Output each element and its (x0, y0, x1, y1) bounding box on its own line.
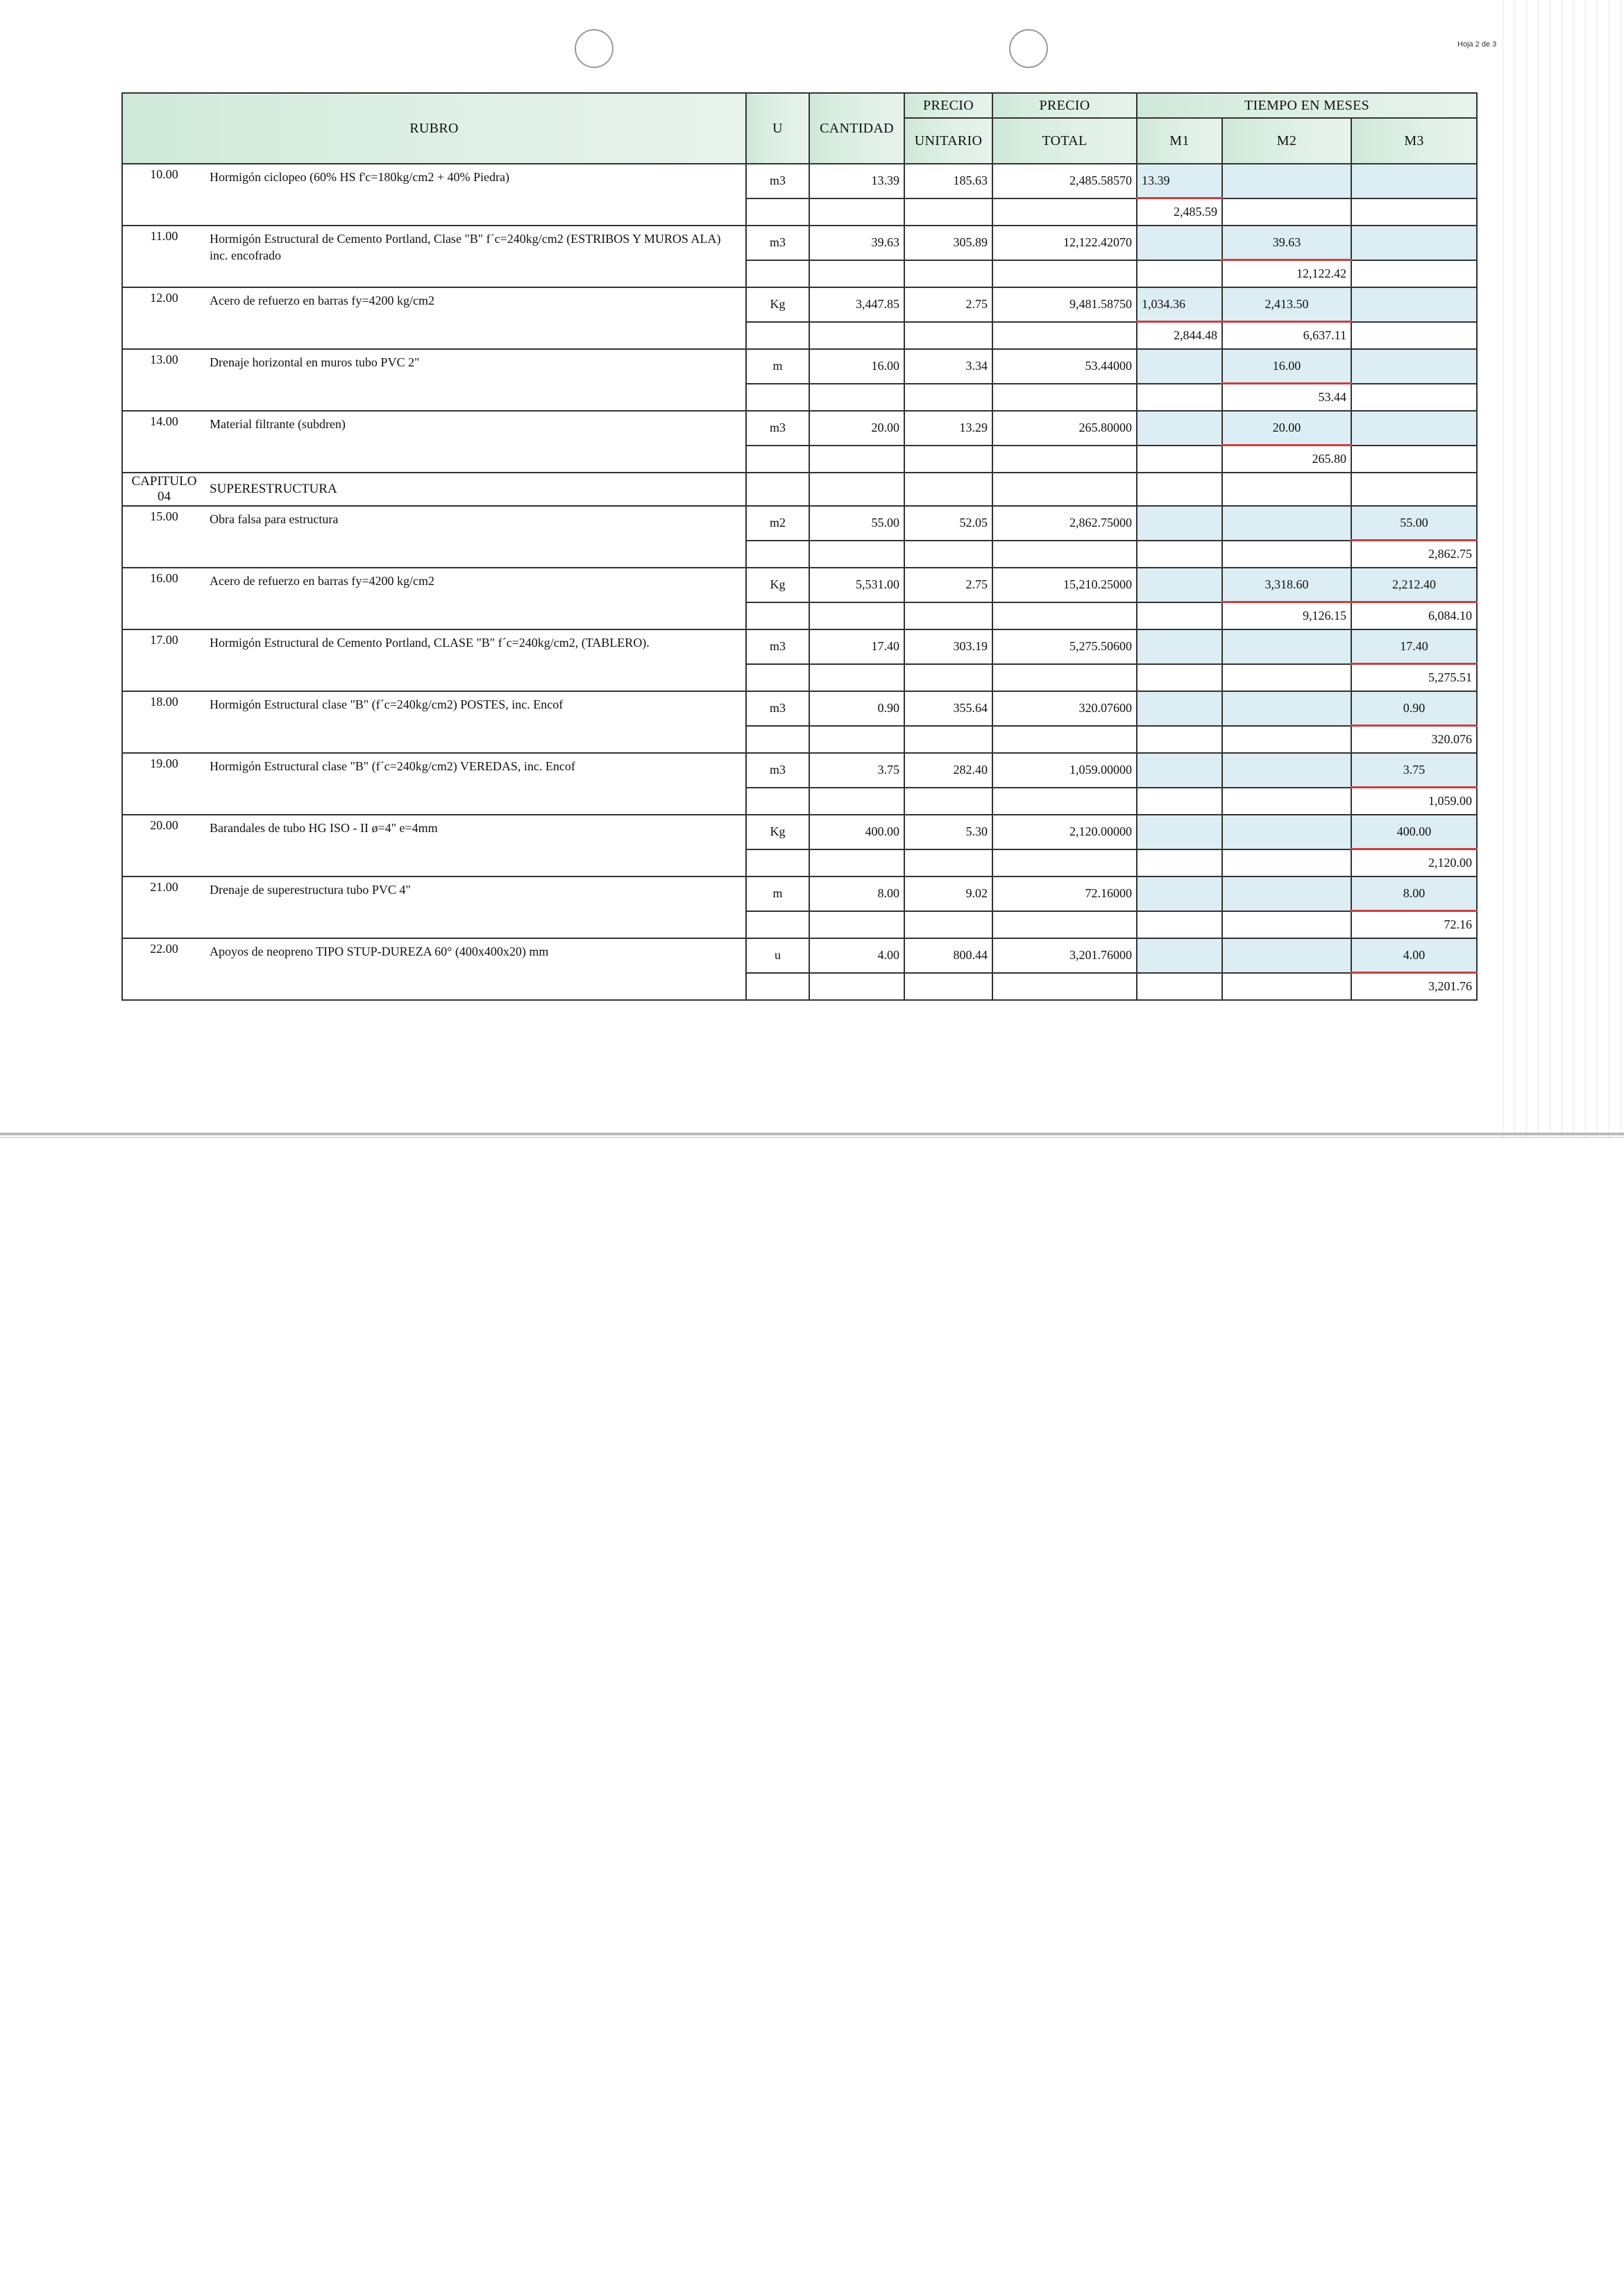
m1-quantity (1137, 411, 1222, 446)
table-row (122, 753, 1477, 788)
item-unit: m3 (746, 164, 809, 198)
m2-quantity (1222, 164, 1351, 198)
m1-quantity (1137, 349, 1222, 384)
cell-empty (904, 602, 992, 630)
item-total: 9,481.58750 (992, 287, 1137, 322)
table-row (122, 164, 1477, 198)
cell-empty (746, 384, 809, 412)
cell-empty (809, 726, 904, 754)
item-code: 22.00 (122, 938, 205, 1000)
header-precio-unitario-bot: UNITARIO (904, 118, 992, 164)
cell-empty (809, 664, 904, 692)
table-row (122, 629, 1477, 664)
item-description: Acero de refuerzo en barras fy=4200 kg/cm2 (205, 287, 746, 349)
item-unit: m3 (746, 753, 809, 788)
table-row (122, 226, 1477, 260)
m2-quantity: 16.00 (1222, 349, 1351, 384)
cell-empty (904, 473, 992, 506)
m3-quantity: 55.00 (1351, 506, 1477, 541)
item-quantity: 13.39 (809, 164, 904, 198)
m1-quantity (1137, 568, 1222, 602)
table-row (122, 506, 1477, 541)
item-quantity: 55.00 (809, 506, 904, 541)
item-unit: m2 (746, 506, 809, 541)
cell-empty (1222, 473, 1351, 506)
cell-empty (904, 973, 992, 1001)
m1-quantity: 13.39 (1137, 164, 1222, 198)
item-unit-price: 185.63 (904, 164, 992, 198)
cell-empty (904, 911, 992, 939)
item-total: 2,485.58570 (992, 164, 1137, 198)
item-unit-price: 9.02 (904, 876, 992, 911)
cell-empty (809, 602, 904, 630)
cell-empty (809, 788, 904, 815)
cell-empty (809, 473, 904, 506)
item-unit-price: 3.34 (904, 349, 992, 384)
m1-quantity (1137, 226, 1222, 260)
m1-value (1137, 602, 1222, 630)
m1-value (1137, 788, 1222, 815)
scan-edge-line (0, 1133, 1624, 1135)
item-description: Material filtrante (subdren) (205, 411, 746, 473)
m3-value: 6,084.10 (1351, 602, 1477, 630)
m3-value: 72.16 (1351, 911, 1477, 939)
item-total: 1,059.00000 (992, 753, 1137, 788)
m2-quantity (1222, 753, 1351, 788)
table-row (122, 876, 1477, 911)
budget-schedule-table-container (121, 92, 1476, 1001)
cell-empty (992, 726, 1137, 754)
cell-empty (992, 664, 1137, 692)
cell-empty (809, 260, 904, 288)
m1-quantity (1137, 753, 1222, 788)
item-code: 17.00 (122, 629, 205, 691)
header-tiempo-en-meses: TIEMPO EN MESES (1137, 93, 1477, 118)
item-total: 320.07600 (992, 691, 1137, 726)
m3-quantity (1351, 226, 1477, 260)
item-description: Hormigón Estructural clase "B" (f´c=240kg/cm2) POSTES, inc. Encof (205, 691, 746, 753)
cell-empty (809, 911, 904, 939)
m1-value (1137, 664, 1222, 692)
m2-quantity (1222, 691, 1351, 726)
item-unit-price: 303.19 (904, 629, 992, 664)
m3-quantity: 2,212.40 (1351, 568, 1477, 602)
cell-empty (809, 541, 904, 568)
table-row (122, 287, 1477, 322)
punch-hole-left (575, 29, 614, 68)
punch-hole-right (1009, 29, 1048, 68)
item-code: 14.00 (122, 411, 205, 473)
m2-value: 53.44 (1222, 384, 1351, 412)
item-unit-price: 800.44 (904, 938, 992, 973)
m1-quantity (1137, 629, 1222, 664)
m2-quantity (1222, 629, 1351, 664)
cell-empty (1137, 473, 1222, 506)
cell-empty (904, 322, 992, 350)
m1-quantity (1137, 938, 1222, 973)
chapter-row (122, 473, 1477, 506)
item-unit: Kg (746, 287, 809, 322)
m2-quantity: 3,318.60 (1222, 568, 1351, 602)
cell-empty (992, 322, 1137, 350)
cell-empty (746, 664, 809, 692)
item-description: Drenaje de superestructura tubo PVC 4" (205, 876, 746, 938)
item-unit: m (746, 349, 809, 384)
budget-schedule-table (121, 92, 1478, 1001)
item-unit-price: 355.64 (904, 691, 992, 726)
m2-value (1222, 726, 1351, 754)
m2-value (1222, 664, 1351, 692)
item-quantity: 8.00 (809, 876, 904, 911)
cell-empty (904, 849, 992, 877)
m3-quantity: 0.90 (1351, 691, 1477, 726)
m2-quantity: 2,413.50 (1222, 287, 1351, 322)
item-code: 19.00 (122, 753, 205, 815)
m1-quantity (1137, 876, 1222, 911)
item-unit: m3 (746, 629, 809, 664)
item-code: 15.00 (122, 506, 205, 568)
m3-quantity: 400.00 (1351, 815, 1477, 849)
item-description: Acero de refuerzo en barras fy=4200 kg/cm2 (205, 568, 746, 629)
cell-empty (992, 473, 1137, 506)
cell-empty (904, 788, 992, 815)
scan-edge-shadow (0, 1137, 1624, 1138)
cell-empty (904, 664, 992, 692)
m2-value: 6,637.11 (1222, 322, 1351, 350)
cell-empty (746, 260, 809, 288)
table-row (122, 411, 1477, 446)
cell-empty (992, 446, 1137, 473)
m3-value (1351, 446, 1477, 473)
item-description: Apoyos de neopreno TIPO STUP-DUREZA 60° (400x400x20) mm (205, 938, 746, 1000)
m1-value (1137, 446, 1222, 473)
item-total: 265.80000 (992, 411, 1137, 446)
item-code: 12.00 (122, 287, 205, 349)
m3-value: 1,059.00 (1351, 788, 1477, 815)
m2-quantity (1222, 938, 1351, 973)
table-row (122, 568, 1477, 602)
item-description: Hormigón ciclopeo (60% HS f'c=180kg/cm2 + 40% Piedra) (205, 164, 746, 226)
m2-value: 265.80 (1222, 446, 1351, 473)
m1-quantity (1137, 691, 1222, 726)
cell-empty (809, 384, 904, 412)
m2-quantity (1222, 876, 1351, 911)
m3-value: 5,275.51 (1351, 664, 1477, 692)
item-code: 13.00 (122, 349, 205, 411)
item-total: 5,275.50600 (992, 629, 1137, 664)
cell-empty (746, 473, 809, 506)
item-code: 18.00 (122, 691, 205, 753)
m3-value: 2,862.75 (1351, 541, 1477, 568)
item-total: 72.16000 (992, 876, 1137, 911)
cell-empty (809, 322, 904, 350)
item-code: 16.00 (122, 568, 205, 629)
m3-quantity: 17.40 (1351, 629, 1477, 664)
m2-quantity (1222, 815, 1351, 849)
m2-quantity: 39.63 (1222, 226, 1351, 260)
item-unit-price: 282.40 (904, 753, 992, 788)
item-quantity: 3.75 (809, 753, 904, 788)
item-unit-price: 5.30 (904, 815, 992, 849)
item-quantity: 4.00 (809, 938, 904, 973)
item-quantity: 0.90 (809, 691, 904, 726)
cell-empty (992, 849, 1137, 877)
item-unit-price: 305.89 (904, 226, 992, 260)
m2-value (1222, 541, 1351, 568)
item-quantity: 39.63 (809, 226, 904, 260)
item-total: 2,120.00000 (992, 815, 1137, 849)
item-unit: Kg (746, 815, 809, 849)
m1-quantity (1137, 506, 1222, 541)
item-code: 20.00 (122, 815, 205, 876)
cell-empty (904, 726, 992, 754)
cell-empty (746, 198, 809, 226)
cell-empty (746, 322, 809, 350)
m3-quantity (1351, 349, 1477, 384)
header-rubro: RUBRO (122, 93, 746, 164)
m3-quantity (1351, 164, 1477, 198)
m3-value (1351, 260, 1477, 288)
page-number: Hoja 2 de 3 (1457, 40, 1497, 49)
m2-value (1222, 911, 1351, 939)
item-unit-price: 2.75 (904, 568, 992, 602)
m3-value: 3,201.76 (1351, 973, 1477, 1001)
cell-empty (746, 973, 809, 1001)
item-code: 10.00 (122, 164, 205, 226)
m2-value (1222, 198, 1351, 226)
item-total: 3,201.76000 (992, 938, 1137, 973)
cell-empty (809, 973, 904, 1001)
cell-empty (746, 788, 809, 815)
m1-value (1137, 973, 1222, 1001)
item-description: Hormigón Estructural clase "B" (f´c=240kg/cm2) VEREDAS, inc. Encof (205, 753, 746, 815)
header-m1: M1 (1137, 118, 1222, 164)
item-total: 12,122.42070 (992, 226, 1137, 260)
cell-empty (1351, 473, 1477, 506)
header-m3: M3 (1351, 118, 1477, 164)
item-unit: m3 (746, 226, 809, 260)
header-u: U (746, 93, 809, 164)
item-description: Barandales de tubo HG ISO - II ø=4" e=4mm (205, 815, 746, 876)
cell-empty (992, 384, 1137, 412)
m1-value (1137, 849, 1222, 877)
m1-value (1137, 260, 1222, 288)
chapter-title: SUPERESTRUCTURA (205, 473, 746, 506)
cell-empty (992, 260, 1137, 288)
m2-quantity (1222, 506, 1351, 541)
m2-value (1222, 973, 1351, 1001)
item-code: 21.00 (122, 876, 205, 938)
item-description: Obra falsa para estructura (205, 506, 746, 568)
cell-empty (992, 911, 1137, 939)
m3-value (1351, 322, 1477, 350)
m1-value (1137, 541, 1222, 568)
item-unit: Kg (746, 568, 809, 602)
cell-empty (746, 446, 809, 473)
item-unit-price: 2.75 (904, 287, 992, 322)
m2-value: 12,122.42 (1222, 260, 1351, 288)
cell-empty (746, 911, 809, 939)
m2-value: 9,126.15 (1222, 602, 1351, 630)
item-quantity: 20.00 (809, 411, 904, 446)
m3-value (1351, 198, 1477, 226)
item-description: Drenaje horizontal en muros tubo PVC 2" (205, 349, 746, 411)
cell-empty (904, 384, 992, 412)
item-total: 2,862.75000 (992, 506, 1137, 541)
item-quantity: 3,447.85 (809, 287, 904, 322)
cell-empty (904, 541, 992, 568)
cell-empty (746, 849, 809, 877)
m1-value (1137, 384, 1222, 412)
scan-binder-edge (1492, 0, 1624, 1138)
item-unit-price: 13.29 (904, 411, 992, 446)
header-precio-total-bot: TOTAL (992, 118, 1137, 164)
table-row (122, 938, 1477, 973)
cell-empty (904, 260, 992, 288)
item-quantity: 16.00 (809, 349, 904, 384)
cell-empty (992, 788, 1137, 815)
m1-value: 2,485.59 (1137, 198, 1222, 226)
chapter-code: CAPITULO 04 (122, 473, 205, 506)
m2-value (1222, 849, 1351, 877)
header-cantidad: CANTIDAD (809, 93, 904, 164)
item-description: Hormigón Estructural de Cemento Portland, CLASE "B" f´c=240kg/cm2, (TABLERO). (205, 629, 746, 691)
cell-empty (992, 541, 1137, 568)
item-unit: m3 (746, 411, 809, 446)
cell-empty (746, 726, 809, 754)
m3-value (1351, 384, 1477, 412)
cell-empty (904, 446, 992, 473)
m2-quantity: 20.00 (1222, 411, 1351, 446)
m1-quantity: 1,034.36 (1137, 287, 1222, 322)
item-unit: m (746, 876, 809, 911)
m3-value: 320.076 (1351, 726, 1477, 754)
header-m2: M2 (1222, 118, 1351, 164)
cell-empty (746, 541, 809, 568)
header-precio-total-top: PRECIO (992, 93, 1137, 118)
m3-quantity: 4.00 (1351, 938, 1477, 973)
m3-quantity: 3.75 (1351, 753, 1477, 788)
cell-empty (992, 973, 1137, 1001)
item-quantity: 5,531.00 (809, 568, 904, 602)
item-unit: u (746, 938, 809, 973)
item-unit-price: 52.05 (904, 506, 992, 541)
table-body (122, 164, 1477, 1000)
item-quantity: 400.00 (809, 815, 904, 849)
m3-quantity: 8.00 (1351, 876, 1477, 911)
cell-empty (809, 849, 904, 877)
cell-empty (809, 446, 904, 473)
cell-empty (809, 198, 904, 226)
item-description: Hormigón Estructural de Cemento Portland, Clase "B" f´c=240kg/cm2 (ESTRIBOS Y MUROS ALA) inc. encofrado (205, 226, 746, 287)
item-total: 15,210.25000 (992, 568, 1137, 602)
cell-empty (746, 602, 809, 630)
item-total: 53.44000 (992, 349, 1137, 384)
m2-value (1222, 788, 1351, 815)
m1-value (1137, 726, 1222, 754)
cell-empty (992, 602, 1137, 630)
m1-value: 2,844.48 (1137, 322, 1222, 350)
m3-value: 2,120.00 (1351, 849, 1477, 877)
item-unit: m3 (746, 691, 809, 726)
table-row (122, 691, 1477, 726)
header-precio-unitario-top: PRECIO (904, 93, 992, 118)
m1-value (1137, 911, 1222, 939)
m3-quantity (1351, 287, 1477, 322)
item-code: 11.00 (122, 226, 205, 287)
m1-quantity (1137, 815, 1222, 849)
m3-quantity (1351, 411, 1477, 446)
cell-empty (992, 198, 1137, 226)
cell-empty (904, 198, 992, 226)
table-row (122, 349, 1477, 384)
table-row (122, 815, 1477, 849)
item-quantity: 17.40 (809, 629, 904, 664)
